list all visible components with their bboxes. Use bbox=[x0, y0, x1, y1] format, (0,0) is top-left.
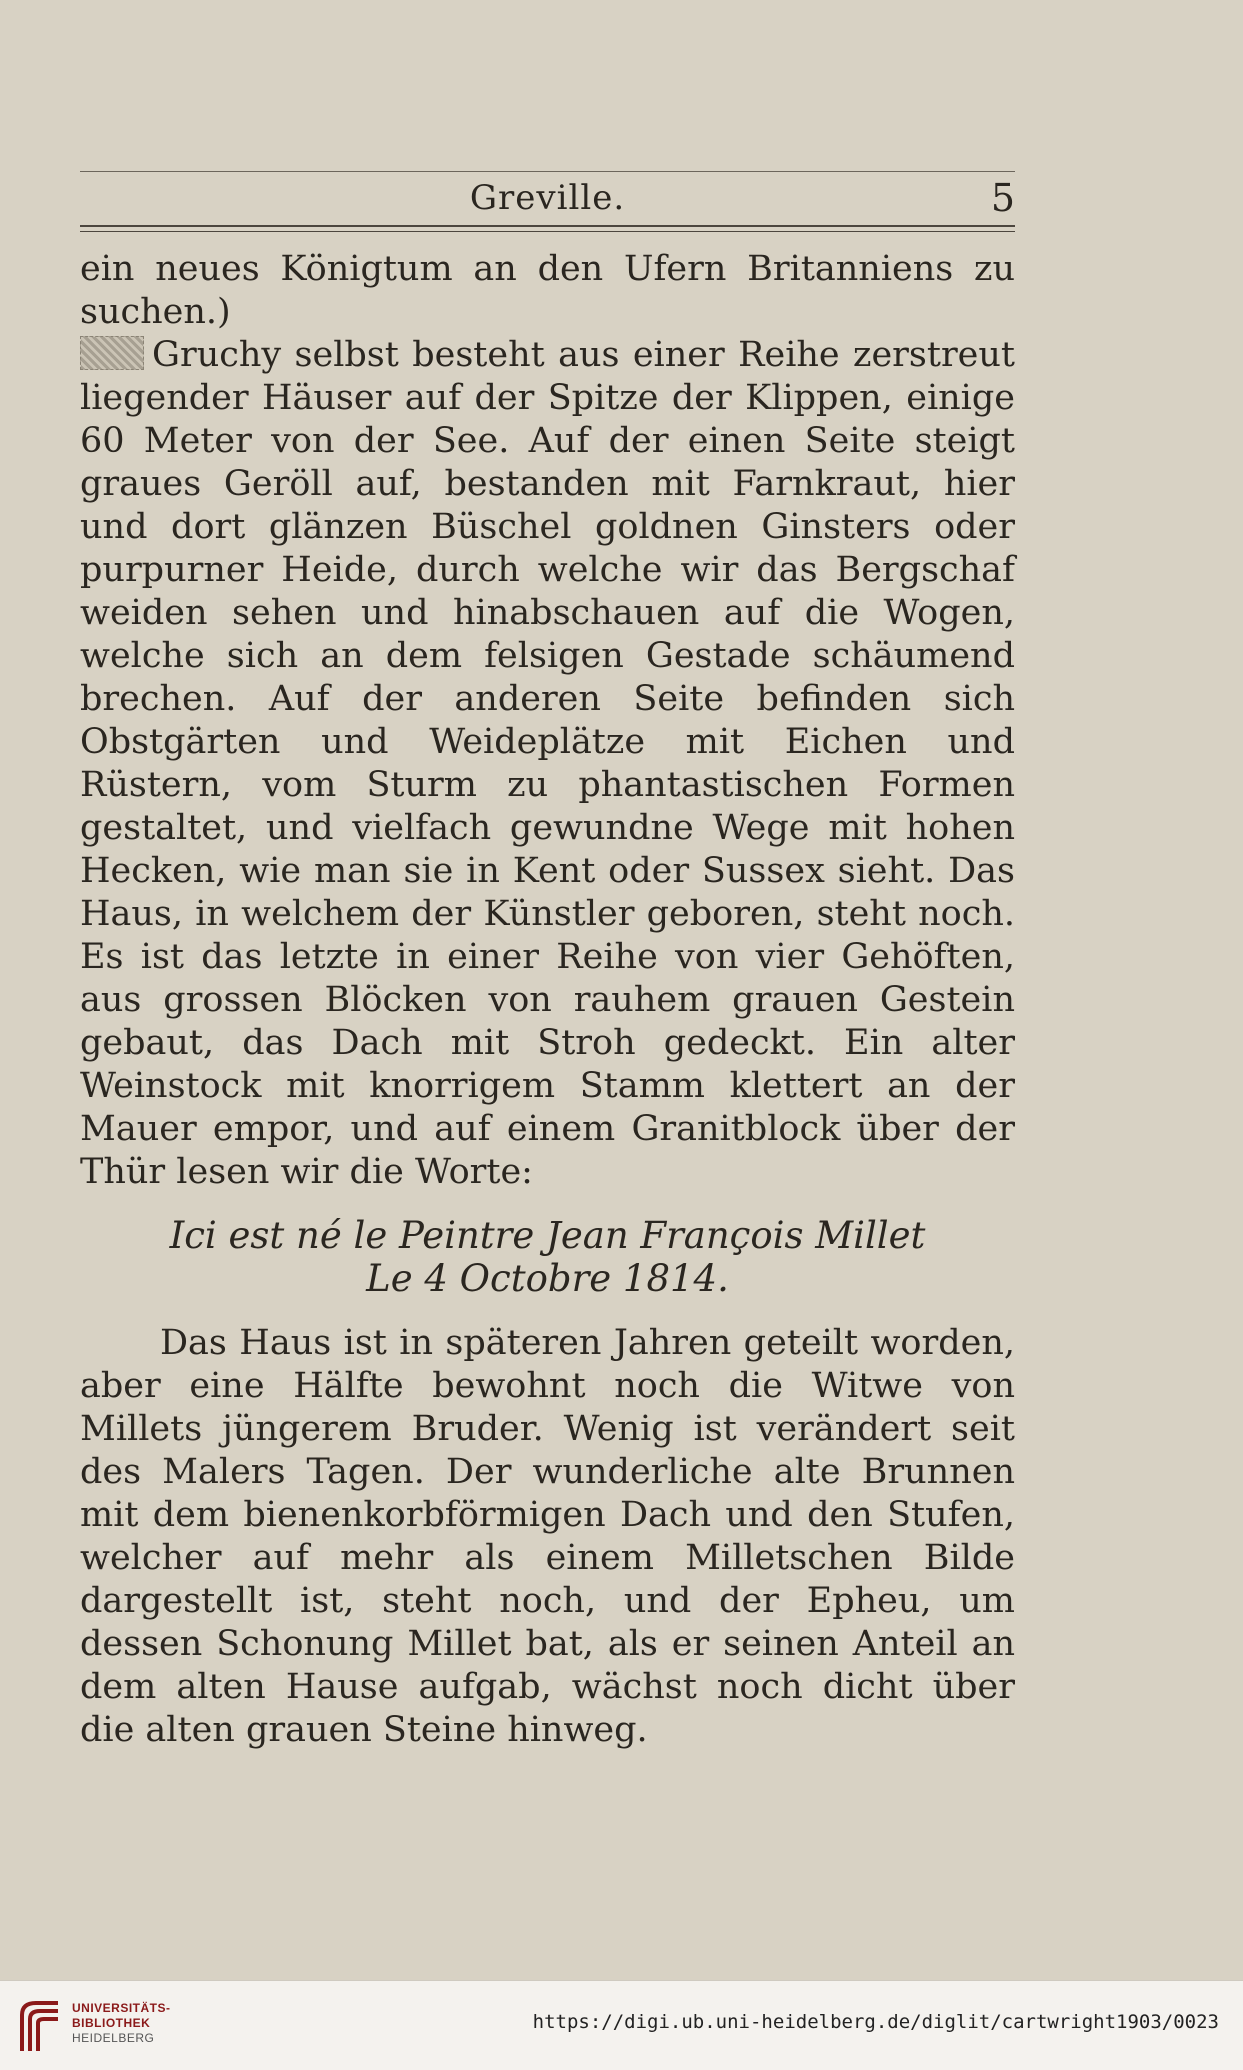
inscription-line-2: Le 4 Octobre 1814. bbox=[366, 1257, 729, 1300]
page-number: 5 bbox=[990, 176, 1015, 220]
logo-line-2: BIBLIOTHEK bbox=[72, 2016, 151, 2030]
ink-stain-mark bbox=[80, 336, 144, 370]
header-rule bbox=[80, 171, 1015, 172]
inscription-line-1: Ici est né le Peintre Jean François Millet bbox=[169, 1214, 926, 1257]
paragraph-1: ein neues Königtum an den Ufern Britanniens zu suchen.) bbox=[80, 249, 1015, 332]
page-body bbox=[80, 248, 1015, 1752]
permalink-url[interactable]: https://digi.ub.uni-heidelberg.de/diglit/cartwright1903/0023 bbox=[532, 2011, 1219, 2033]
header-double-rule-upper bbox=[80, 225, 1015, 227]
paragraph-2 bbox=[80, 334, 1015, 1194]
running-title: Greville. bbox=[469, 178, 626, 218]
library-logo-icon bbox=[14, 1997, 66, 2055]
viewer-footer bbox=[0, 1980, 1243, 2070]
paragraph-3: Das Haus ist in späteren Jahren geteilt worden, aber eine Hälfte bewohnt noch die Witwe von Millets jüngerem Bruder. Wenig ist verändert seit des Malers Tagen. Der wunderliche alte Brunnen mit dem bienenkorbförmigen Dach und den Stufen, welcher auf mehr als einem Milletschen Bilde dargestellt ist, steht noch, und der Epheu, um dessen Schonung Millet bat, als er seinen Anteil an dem alten Hause aufgab, wächst noch dicht über die alten grauen Steine hinweg. bbox=[80, 1323, 1015, 1750]
running-header bbox=[80, 176, 1015, 220]
inscription bbox=[80, 1214, 1015, 1300]
logo-line-3: HEIDELBERG bbox=[72, 2031, 155, 2045]
paragraph-2-text: Gruchy selbst besteht aus einer Reihe zerstreut liegender Häuser auf der Spitze der Klippen, einige 60 Meter von der See. Auf der einen Seite steigt graues Geröll auf, bestanden mit Farnkraut, hier und dort glänzen Büschel goldnen Ginsters oder purpurner Heide, durch welche wir das Bergschaf weiden sehen und hinabschauen auf die Wogen, welche sich an dem felsigen Gestade schäumend brechen. Auf der anderen Seite befinden sich Obstgärten und Weideplätze mit Eichen und Rüstern, vom Sturm zu phantastischen Formen gestaltet, und vielfach gewundne Wege mit hohen Hecken, wie man sie in Kent oder Sussex sieht. Das Haus, in welchem der Künstler geboren, steht noch. Es ist das letzte in einer Reihe von vier Gehöften, aus grossen Blöcken von rauhem grauen Gestein gebaut, das Dach mit Stroh gedeckt. Ein alter Weinstock mit knorrigem Stamm klettert an der Mauer empor, und auf einem Granitblock über der Thür lesen wir die Worte: bbox=[80, 335, 1015, 1192]
logo-line-1: UNIVERSITÄTS- bbox=[72, 2001, 171, 2015]
library-logo-text bbox=[72, 2001, 171, 2046]
header-double-rule-lower bbox=[80, 231, 1015, 232]
